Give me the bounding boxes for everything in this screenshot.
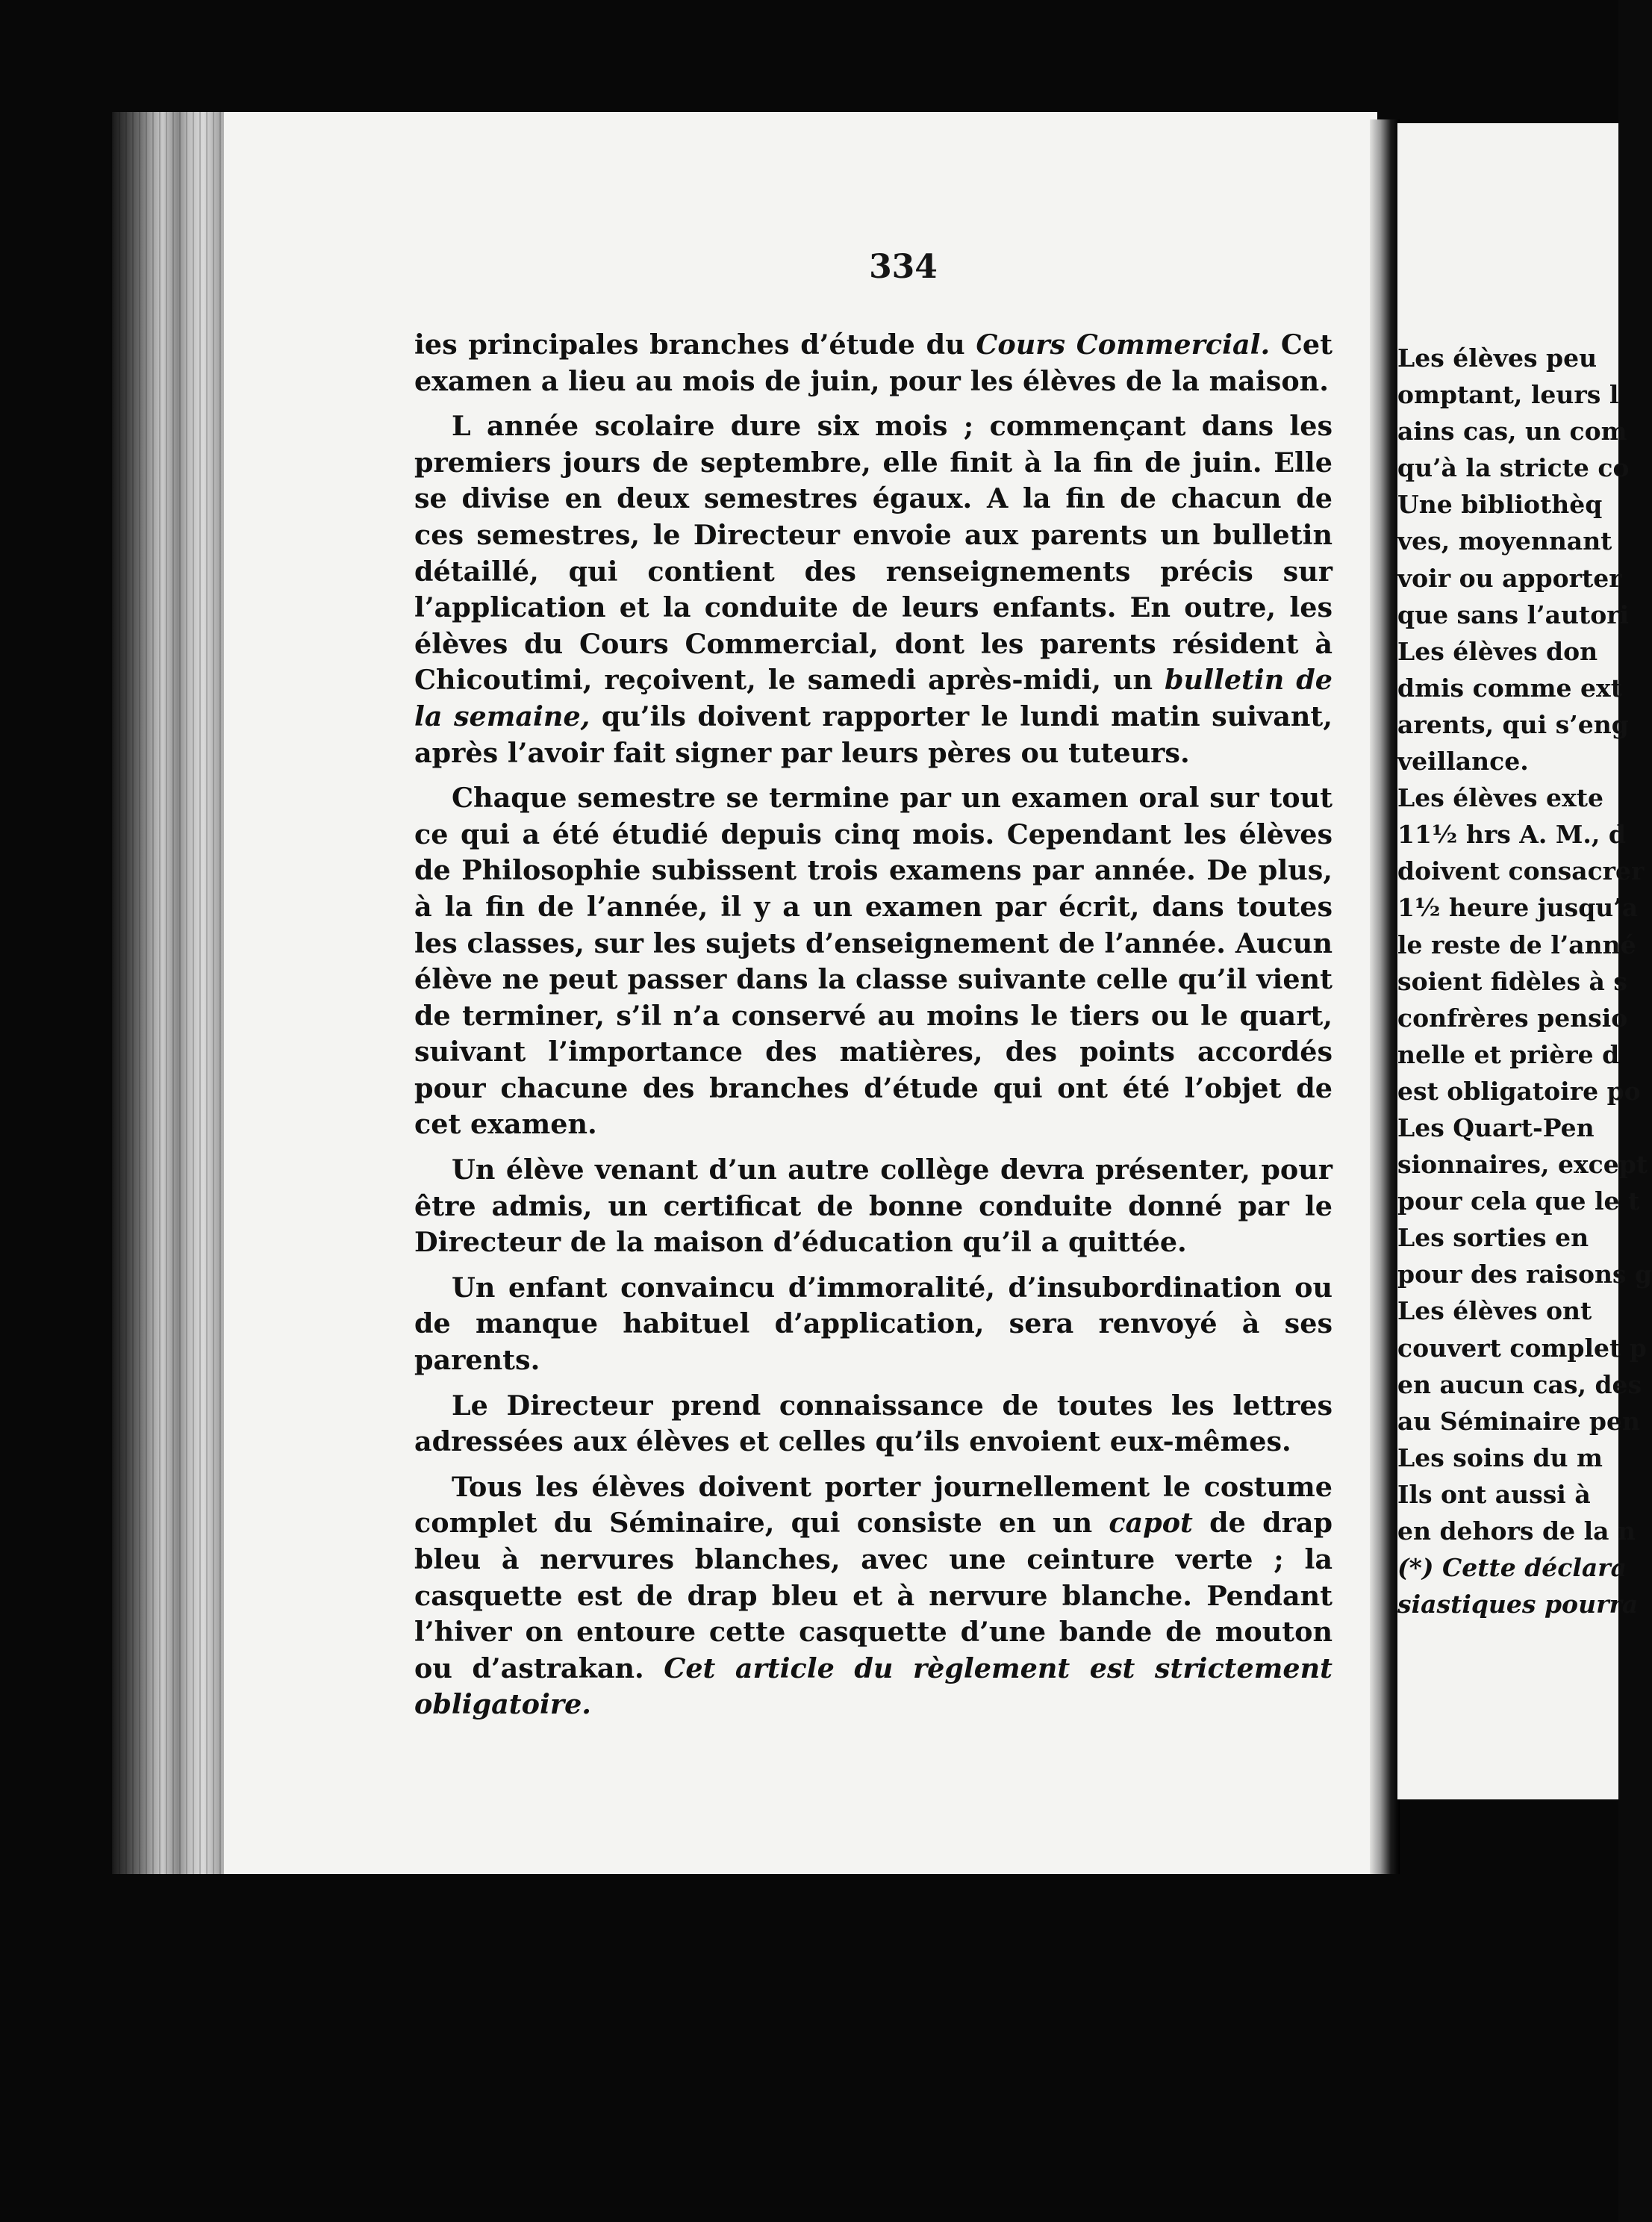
facing-page-text (1397, 340, 1651, 1622)
paragraph-p5 (414, 1270, 1332, 1379)
facing-page-line: ves, moyennant (1397, 526, 1612, 556)
page-gutter (1370, 119, 1400, 1874)
paragraph-text-segment: Cours Commercial. (976, 329, 1271, 361)
facing-page-line: sionnaires, except (1397, 1150, 1648, 1180)
right-page (1397, 123, 1652, 1799)
paragraph-p6 (414, 1388, 1332, 1460)
facing-page-line: Une bibliothèq (1397, 490, 1603, 520)
paragraph-text-segment: Un enfant convaincu d’immoralité, d’insubordination ou de manque habituel d’application, sera renvoyé à ses parents. (414, 1271, 1332, 1377)
facing-page-line: 1½ heure jusqu’a (1397, 893, 1639, 923)
facing-page-line: Ils ont aussi à (1397, 1479, 1591, 1509)
facing-page-line: siastiques pourra (1397, 1590, 1639, 1619)
paragraph-text-segment: Chaque semestre se termine par un examen oral sur tout ce qui a été étudié depuis cinq mois. Cependant les élèves de Philosophie subissent trois examens par année. De plus, à la fin de l’année, il y a un examen par écrit, dans toutes les classes, sur les sujets d’enseignement de l’année. Aucun élève ne peut passer dans la classe suivante celle qu’il vient de terminer, s’il n’a conservé au moins le tiers ou le quart, suivant l’importance des matières, des points accordés pour chacune des branches d’étude qui ont été l’objet de cet examen. (414, 782, 1332, 1141)
paragraph-p7 (414, 1469, 1332, 1723)
facing-page-line: omptant, leurs l (1397, 380, 1619, 410)
facing-page-line: arents, qui s’eng (1397, 709, 1629, 739)
facing-page-line: que sans l’autori (1397, 600, 1630, 629)
facing-page-line: Les Quart-Pen (1397, 1112, 1595, 1142)
facing-page-line: doivent consacrer (1397, 856, 1645, 886)
facing-page-line: voir ou apporter (1397, 563, 1622, 593)
paragraph-text-segment: L année scolaire dure six mois ; commençant dans les premiers jours de septembre, elle finit à la fin de juin. Elle se divise en deux semestres égaux. A la fin de chacun de ces semestres, le Directeur envoie aux parents un bulletin détaillé, qui contient des renseignements précis sur l’application et la conduite de leurs enfants. En outre, les élèves du Cours Commercial, dont les parents résident à Chicoutimi, reçoivent, le samedi après-midi, un (414, 410, 1332, 697)
paragraph-text-segment: ies principales branches d’étude du (414, 329, 976, 361)
page-body (414, 327, 1332, 1723)
facing-page-line: Les sorties en (1397, 1223, 1589, 1253)
paragraph-text-segment: capot (1109, 1507, 1193, 1540)
facing-page-line: est obligatoire po (1397, 1076, 1641, 1106)
book-spine (112, 112, 239, 1874)
facing-page-line: pour des raisons g (1397, 1260, 1652, 1289)
facing-page-line: Les élèves don (1397, 636, 1598, 666)
facing-page-line: en aucun cas, des (1397, 1369, 1642, 1399)
paragraph-p1 (414, 327, 1332, 399)
paragraph-text-segment: Un élève venant d’un autre collège devra présenter, pour être admis, un certificat de bonne conduite donné par le Directeur de la maison d’éducation qu’il a quittée. (414, 1154, 1332, 1259)
paragraph-text-segment: Tous les élèves doivent porter journellement le costume complet du Séminaire, qui consiste en un (414, 1470, 1332, 1540)
facing-page-line: pour cela que le t (1397, 1186, 1640, 1216)
paragraph-text-segment: bulletin de la semaine, (414, 664, 1332, 732)
facing-page-line: ains cas, un com (1397, 417, 1627, 446)
paragraph-p3 (414, 780, 1332, 1143)
paragraph-text-segment: Cet examen a lieu au mois de juin, pour les élèves de la maison. (414, 329, 1333, 397)
facing-page-line: dmis comme ext (1397, 673, 1622, 703)
paragraph-text-segment: Cet article du règlement est strictement obligatoire. (414, 1652, 1332, 1721)
page-number: 334 (869, 248, 938, 286)
facing-page-line: Les élèves peu (1397, 343, 1598, 373)
facing-page-line: le reste de l’anné (1397, 930, 1636, 959)
facing-page-line: veillance. (1397, 747, 1529, 777)
paragraph-text-segment: de drap bleu à nervures blanches, avec une ceinture verte ; la casquette est de drap bleu et à nervure blanche. Pendant l’hiver on entoure cette casquette d’une bande de mouton ou d’astrakan. (414, 1507, 1332, 1684)
paragraph-text-segment: qu’ils doivent rapporter le lundi matin suivant, après l’avoir fait signer par leurs pères ou tuteurs. (414, 700, 1332, 769)
facing-page-line: Les soins du m (1397, 1443, 1603, 1472)
paragraph-text-segment: Le Directeur prend connaissance de toutes les lettres adressées aux élèves et celles qu’ils envoient eux-mêmes. (414, 1389, 1332, 1458)
facing-page-line: qu’à la stricte co (1397, 453, 1630, 483)
facing-page-line: soient fidèles à s (1397, 966, 1627, 996)
facing-page-line: 11½ hrs A. M., d (1397, 820, 1626, 850)
facing-page-line: au Séminaire pen (1397, 1406, 1640, 1436)
facing-page-line: en dehors de la n (1397, 1516, 1636, 1546)
facing-page-line: Les élèves ont (1397, 1296, 1592, 1326)
facing-page-line: (*) Cette déclara (1397, 1553, 1627, 1583)
paragraph-p4 (414, 1152, 1332, 1261)
facing-page-line: confrères pensio (1397, 1003, 1628, 1033)
facing-page-line: couvert complet p (1397, 1333, 1647, 1363)
facing-page-line: Les élèves exte (1397, 783, 1603, 813)
paragraph-p2 (414, 408, 1332, 771)
facing-page-line: nelle et prière d (1397, 1039, 1620, 1069)
